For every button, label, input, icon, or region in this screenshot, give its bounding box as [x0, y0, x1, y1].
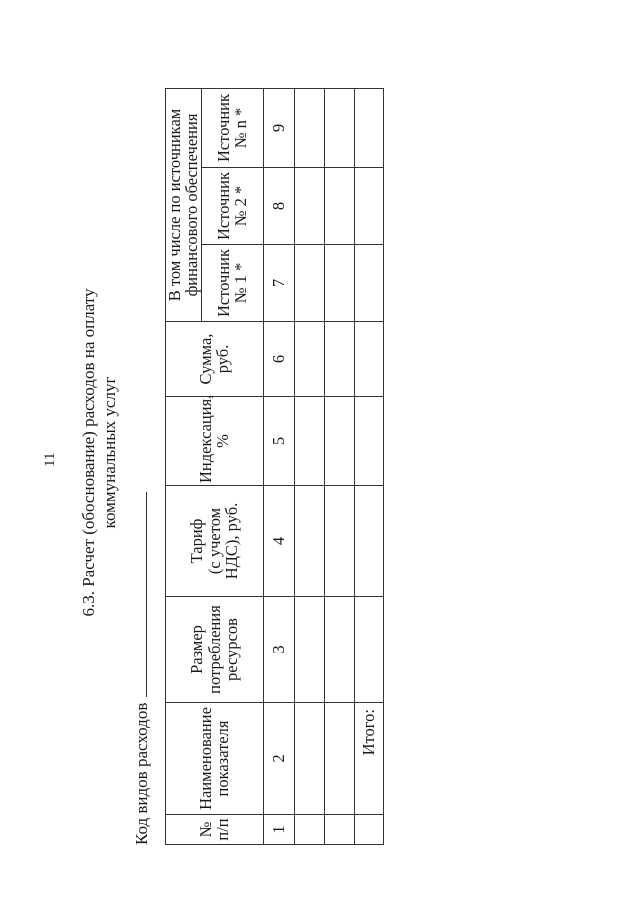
header-sum: Сумма, руб. [166, 322, 264, 397]
empty-cell [324, 245, 354, 322]
column-number-row [263, 89, 294, 845]
empty-cell [294, 168, 324, 245]
empty-cell [354, 486, 383, 597]
expense-code-field [132, 492, 152, 845]
total-label: Итого: [354, 703, 383, 815]
empty-cell [324, 703, 354, 815]
expenses-table [165, 88, 384, 845]
section-title-line1: 6.3. Расчет (обоснование) расходов на оплату [79, 288, 98, 617]
empty-cell [294, 815, 324, 845]
empty-cell [324, 815, 354, 845]
expense-code-blank-line [132, 492, 147, 697]
column-number-7: 7 [263, 245, 294, 322]
table-row [324, 89, 354, 845]
empty-cell [324, 322, 354, 397]
header-source-2: Источник № 2 * [201, 168, 263, 245]
expense-code-label: Код видов расходов [132, 702, 151, 845]
empty-cell [294, 597, 324, 703]
section-title-line2: коммунальных услуг [100, 376, 119, 529]
empty-cell [324, 597, 354, 703]
column-number-2: 2 [263, 703, 294, 815]
empty-cell [354, 322, 383, 397]
empty-cell [294, 245, 324, 322]
page-number: 11 [42, 452, 58, 467]
empty-cell [354, 245, 383, 322]
total-row [354, 89, 383, 845]
header-num: № п/п [166, 815, 264, 845]
header-indexation: Индексация, % [166, 397, 264, 486]
header-funding-sources: В том числе по источникам финансового обеспечения [166, 89, 202, 322]
column-number-6: 6 [263, 322, 294, 397]
empty-cell [324, 168, 354, 245]
column-number-8: 8 [263, 168, 294, 245]
empty-cell [294, 703, 324, 815]
column-number-5: 5 [263, 397, 294, 486]
empty-cell [294, 397, 324, 486]
empty-cell [354, 597, 383, 703]
empty-cell [354, 397, 383, 486]
empty-cell [354, 89, 383, 168]
column-number-3: 3 [263, 597, 294, 703]
table-row [294, 89, 324, 845]
header-tariff: Тариф (с учетом НДС), руб. [166, 486, 264, 597]
header-source-n: Источник № n * [201, 89, 263, 168]
header-source-1: Источник № 1 * [201, 245, 263, 322]
empty-cell [324, 486, 354, 597]
header-consumption: Размер потребления ресурсов [166, 597, 264, 703]
empty-cell [324, 397, 354, 486]
column-number-1: 1 [263, 815, 294, 845]
column-number-9: 9 [263, 89, 294, 168]
empty-cell [294, 486, 324, 597]
header-name: Наименование показателя [166, 703, 264, 815]
column-number-4: 4 [263, 486, 294, 597]
empty-cell [324, 89, 354, 168]
empty-cell [294, 322, 324, 397]
empty-cell [354, 168, 383, 245]
empty-cell [354, 815, 383, 845]
empty-cell [294, 89, 324, 168]
header-row-1 [166, 89, 202, 845]
